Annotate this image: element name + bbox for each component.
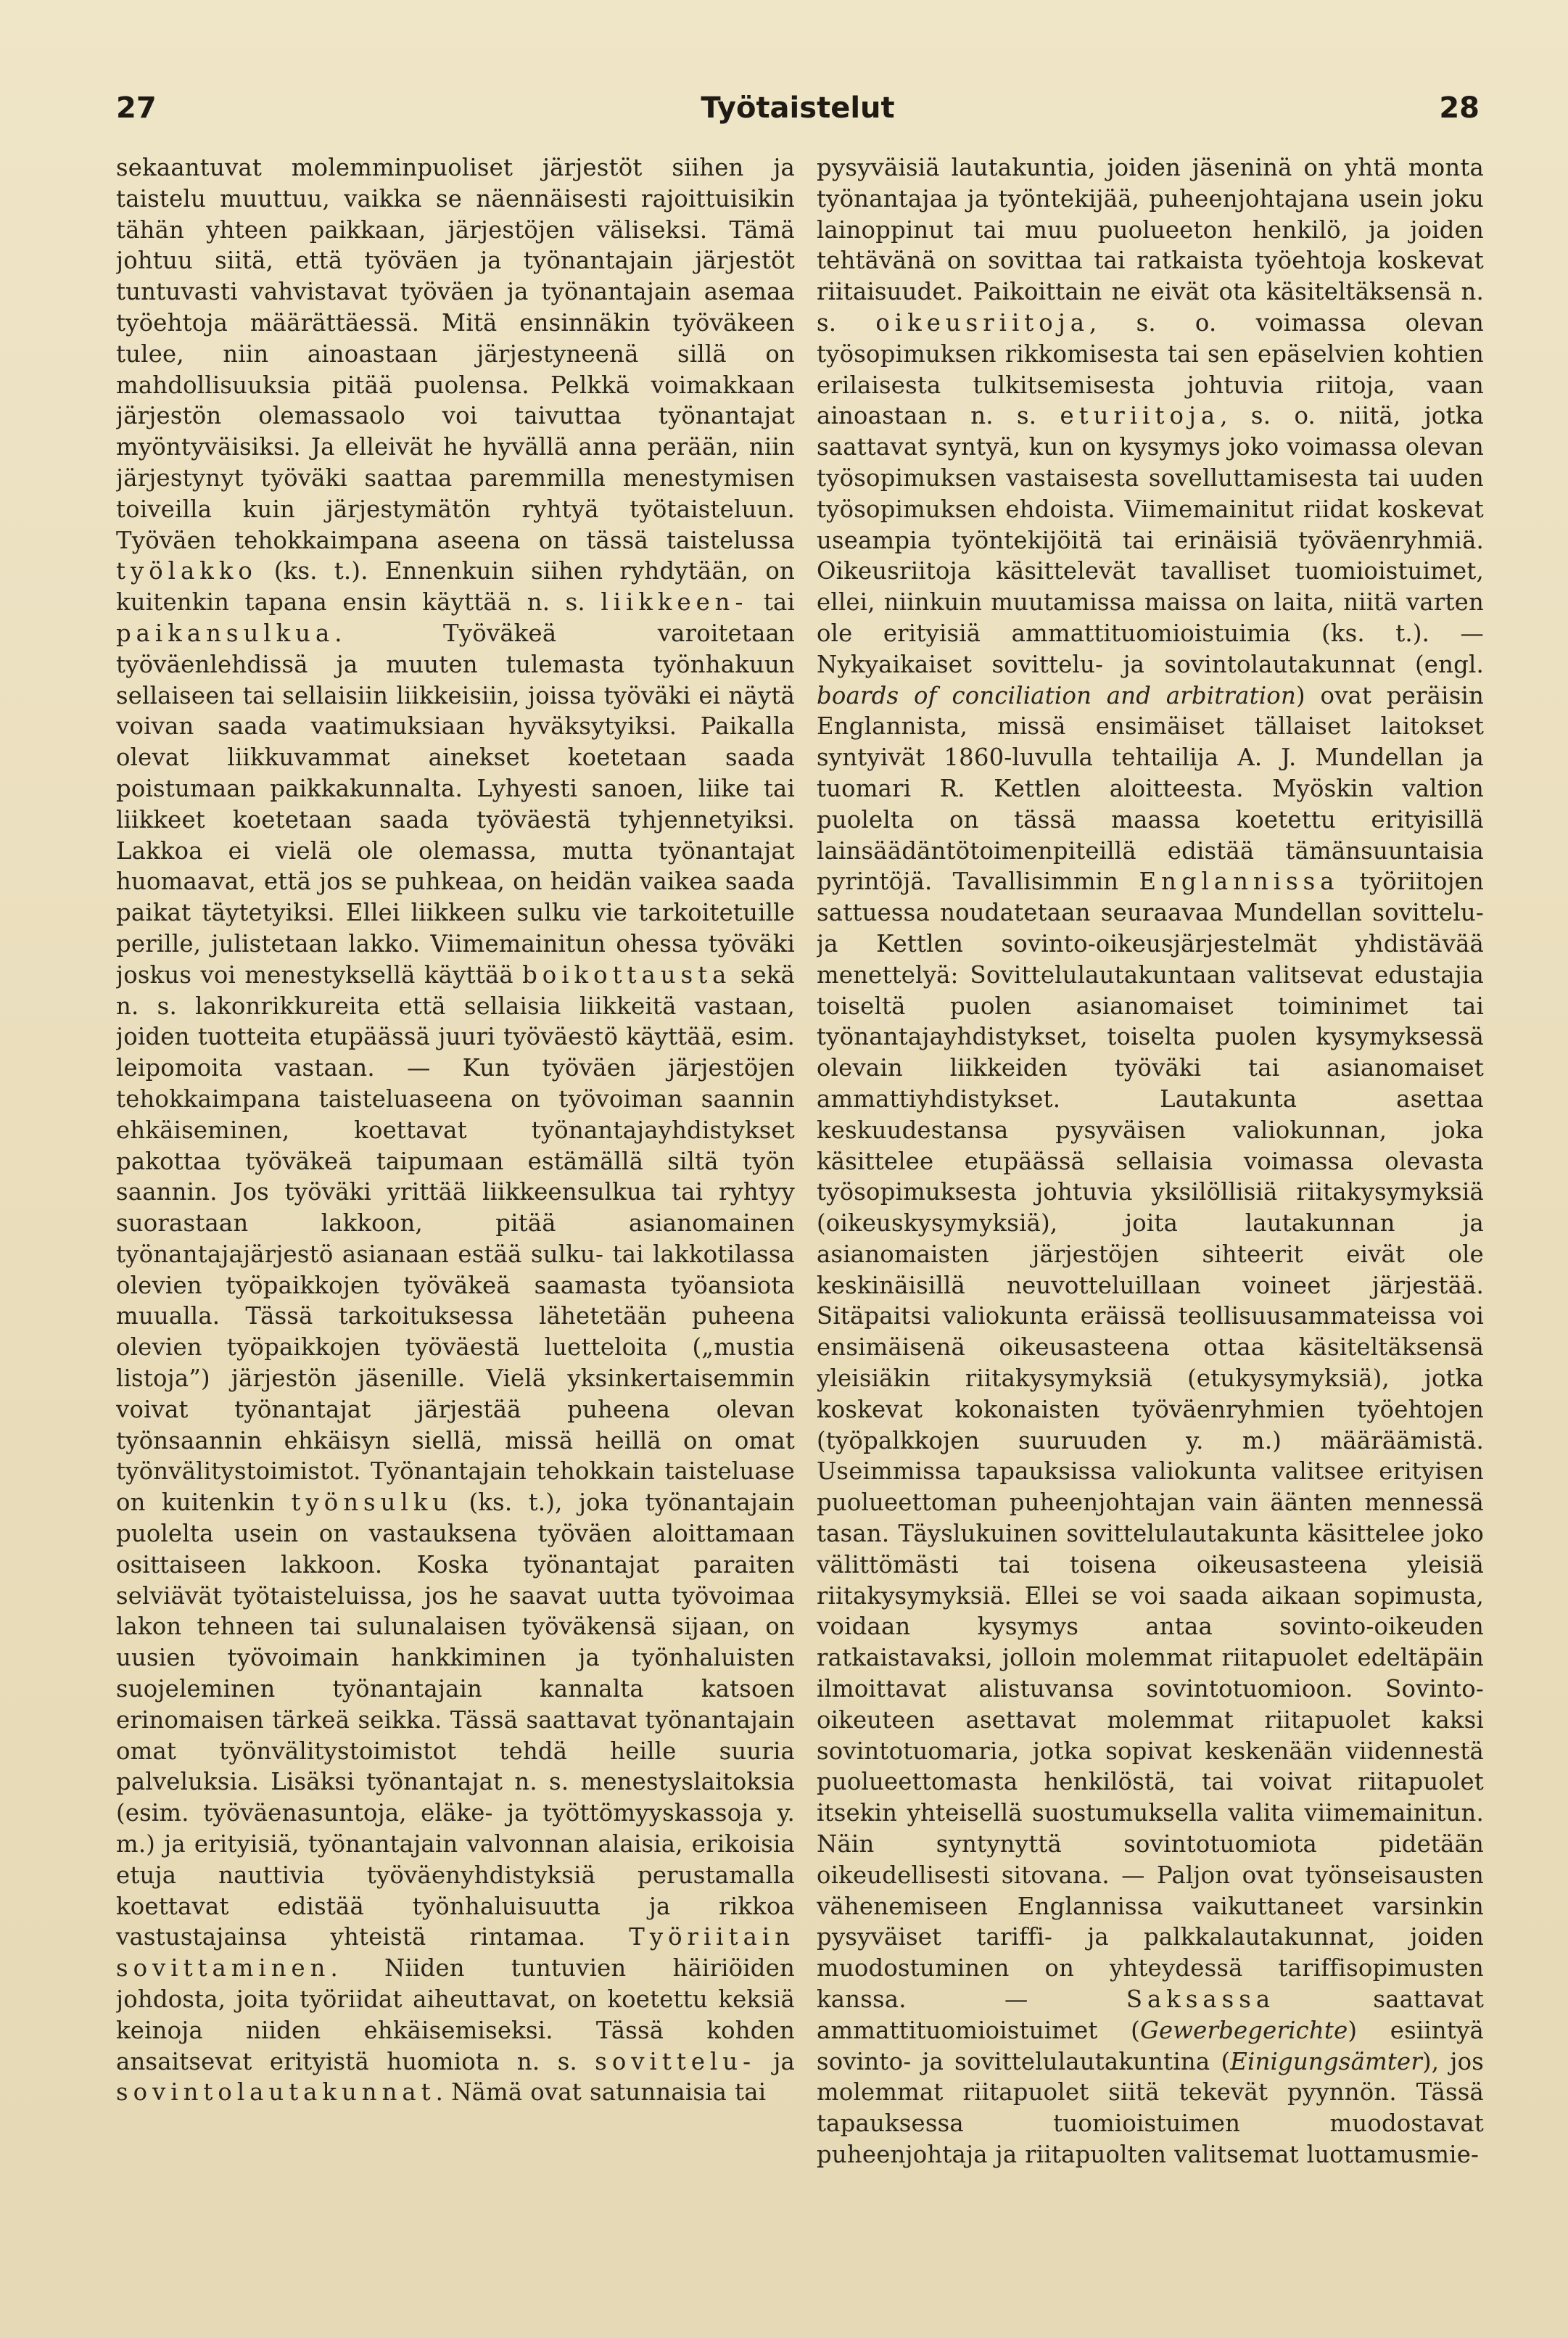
left-column-segment: työlakko xyxy=(116,557,257,585)
left-column-segment: sekä n. s. lakonrikkureita että sellaisia liikkeitä vastaan, joiden tuotteita etupäässä juuri työväestö käyttää, esim. leipomoita vastaan. — Kun työväen järjestöjen tehokkaimpana taisteluaseena on työvoiman saannin ehkäiseminen, koettavat työnantajayhdistykset pakottaa työväkeä taipumaan estämällä siltä työn saannin. Jos työväki yrittää liikkeensulkua tai ryhtyy suorastaan lakkoon, pitää asianomainen työnantajajärjestö asianaan estää sulku- tai lakkotilassa olevien työpaikkojen työväkeä saamasta työansiota muualla. Tässä tarkoituksessa lähetetään puheena olevien työpaikkojen työväestä luetteloita („mustia listoja”) järjestön jäsenille. Vielä yksinkertaisemmin voivat työnantajat järjestää puheena olevan työnsaannin ehkäisyn siellä, missä heillä on omat työnvälitystoimistot. Työnantajain tehokkain taisteluase on kuitenkin xyxy=(116,960,795,1517)
left-column-segment: sovittelu- xyxy=(595,2047,756,2075)
right-column-segment: oikeusriitoja xyxy=(875,308,1089,337)
left-column-text xyxy=(116,152,795,2108)
page-number-right: 28 xyxy=(1439,91,1480,125)
right-column-segment: Gewerbegerichte xyxy=(1139,2016,1348,2044)
right-column-segment: Englannissa xyxy=(1139,868,1340,896)
right-column-segment: , s. o. niitä, jotka saattavat syntyä, kun on kysymys joko voimassa olevan työsopimuksen vastaisesta sovelluttamisesta tai uuden työsopimuksen ehdoista. Viimemainitut riidat koskevat useampia työntekijöitä tai erinäisiä työväenryhmiä. Oikeusriitoja käsittelevät tavalliset tuomioistuimet, ellei, niinkuin muutamissa maissa on laita, niitä varten ole erityisiä ammattituomioistuimia (ks. t.). — Nykyaikaiset sovittelu- ja sovintolautakunnat (engl. xyxy=(817,402,1484,678)
page-title: Työtaistelut xyxy=(701,91,895,125)
left-column-segment: . Niiden tuntuvien häiriöiden johdosta, joita työriidat aiheuttavat, on koetettu keksiä keinoja niiden ehkäisemiseksi. Tässä kohden ansaitsevat erityistä huomiota n. s. xyxy=(116,1954,795,2075)
right-column-segment: ) esiintyä sovinto- ja sovittelulautakuntina ( xyxy=(817,2016,1484,2075)
right-column-segment: boards of conciliation and arbitration xyxy=(817,681,1296,709)
right-column xyxy=(817,152,1484,2300)
left-column xyxy=(116,152,795,2300)
right-column-segment: saattavat ammattituomioistuimet ( xyxy=(817,1985,1484,2044)
right-column-segment: ) ovat peräisin Englannista, missä ensimäiset tällaiset laitokset syntyivät 1860-luvulla tehtailija A. J. Mundellan ja tuomari R. Kettlen aloitteesta. Myöskin valtion puolelta on tässä maassa koetettu erityisillä lainsäädäntötoimenpiteillä edistää tämänsuuntaisia pyrintöjä. Tavallisimmin xyxy=(817,681,1484,896)
right-column-segment: , s. o. voimassa olevan työsopimuksen rikkomisesta tai sen epäselvien kohtien erilaisesta tulkitsemisesta johtuvia riitoja, vaan ainoastaan n. s. xyxy=(817,308,1484,430)
left-column-segment: sekaantuvat molemminpuoliset järjestöt siihen ja taistelu muuttuu, vaikka se näennäisesti rajoittuisikin tähän yhteen paikkaan, järjestöjen väliseksi. Tämä johtuu siitä, että työväen ja työnantajain järjestöt tuntuvasti vahvistavat työväen ja työnantajain asemaa työehtoja määrättäessä. Mitä ensinnäkin työväkeen tulee, niin ainoastaan järjestyneenä sillä on mahdollisuuksia pitää puolensa. Pelkkä voimakkaan järjestön olemassaolo voi taivuttaa työnantajat myöntyväisiksi. Ja elleivät he hyvällä anna perään, niin järjestynyt työväki saattaa paremmilla menestymisen toiveilla kuin järjestymätön ryhtyä työtaisteluun. Työväen tehokkaimpana aseena on tässä taistelussa xyxy=(116,154,795,554)
left-column-segment: paikansulkua xyxy=(116,619,335,647)
running-header xyxy=(116,91,1480,135)
left-column-segment: (ks. t.). Ennenkuin siihen ryhdytään, on kuitenkin tapana ensin käyttää n. s. xyxy=(116,557,795,617)
left-column-segment: . Nämä ovat satunnaisia tai xyxy=(435,2078,767,2107)
left-column-segment: työnsulku xyxy=(291,1489,453,1517)
left-column-segment: (ks. t.), joka työnantajain puolelta usein on vastauksena työväen aloittamaan osittaiseen lakkoon. Koska työnantajat paraiten selviävät työtaisteluissa, jos he saavat uutta työvoimaa lakon tehneen tai sulunalaisen työväkensä sijaan, on uusien työvoimain hankkiminen ja työnhaluisten suojeleminen työnantajain kannalta katsoen erinomaisen tärkeä seikka. Tässä saattavat työnantajain omat työnvälitystoimistot tehdä heille suuria palveluksia. Lisäksi työnantajat n. s. menestyslaitoksia (esim. työväenasuntoja, eläke- ja työttömyyskassoja y. m.) ja erityisiä, työnantajain valvonnan alaisia, erikoisia etuja nauttivia työväenyhdistyksiä perustamalla koettavat edistää työnhaluisuutta ja rikkoa vastustajainsa yhteistä rintamaa. xyxy=(116,1489,795,1951)
right-column-segment: ), jos molemmat riitapuolet siitä tekevät pyynnön. Tässä tapauksessa tuomioistuimen muodostavat puheenjohtaja ja riitapuolten valitsemat luottamusmie- xyxy=(817,2047,1484,2168)
right-column-segment: Saksassa xyxy=(1126,1985,1276,2014)
right-column-segment: työriitojen sattuessa noudatetaan seuraavaa Mundellan sovittelu- ja Kettlen sovinto-oikeusjärjestelmät yhdistävää menettelyä: Sovittelulautakuntaan valitsevat edustajia toiseltä puolen asianomaiset toiminimet tai työnantajayhdistykset, toiselta puolen kysymyksessä olevain liikkeiden työväki tai asianomaiset ammattiyhdistykset. Lautakunta asettaa keskuudestansa pysyväisen valiokunnan, joka käsittelee etupäässä sellaisia voimassa olevasta työsopimuksesta johtuvia yksilöllisiä riitakysymyksiä (oikeuskysymyksiä), joita lautakunnan ja asianomaisten järjestöjen sihteerit eivät ole keskinäisillä neuvotteluillaan voineet järjestää. Sitäpaitsi valiokunta eräissä teollisuusammateissa voi ensimäisenä oikeusasteena ottaa käsiteltäksensä yleisiäkin riitakysymyksiä (etukysymyksiä), jotka koskevat kokonaisten työväenryhmien työehtojen (työpalkkojen suuruuden y. m.) määräämistä. Useimmissa tapauksissa valiokunta valitsee erityisen puolueettoman puheenjohtajan vain äänten mennessä tasan. Täyslukuinen sovittelulautakunta käsittelee joko välittömästi tai toisena oikeusasteena yleisiä riitakysymyksiä. Ellei se voi saada aikaan sopimusta, voidaan kysymys antaa sovinto-oikeuden ratkaistavaksi, jolloin molemmat riitapuolet edeltäpäin ilmoittavat alistuvansa sovintotuomioon. Sovinto-oikeuteen asettavat molemmat riitapuolet kaksi sovintotuomaria, jotka sopivat keskenään viidennestä puolueettomasta henkilöstä, tai voivat riitapuolet itsekin yhteisellä suostumuksella valita viimemainitun. Näin syntynyttä sovintotuomiota pidetään oikeudellisesti sitovana. — Paljon ovat työnseisausten vähenemiseen Englannissa vaikuttaneet varsinkin pysyväiset tariffi- ja palkkalautakunnat, joiden muodostuminen on yhteydessä tariffisopimusten kanssa. — xyxy=(817,868,1484,2014)
left-column-segment: sovintolautakunnat xyxy=(116,2078,436,2107)
right-column-segment: eturiitoja xyxy=(1060,402,1221,430)
left-column-segment: tai xyxy=(748,588,795,617)
left-column-segment: liikkeen- xyxy=(601,588,748,617)
right-column-text xyxy=(817,152,1484,2170)
left-column-segment: Työriitain sovittaminen xyxy=(116,1923,795,1983)
left-column-segment: . Työväkeä varoitetaan työväenlehdissä ja muuten tulemasta työnhakuun sellaiseen tai sellaisiin liikkeisiin, joissa työväki ei näytä voivan saada vaatimuksiaan hyväksytyiksi. Paikalla olevat liikkuvammat ainekset koetetaan saada poistumaan paikkakunnalta. Lyhyesti sanoen, liike tai liikkeet koetetaan saada työväestä tyhjennetyiksi. Lakkoa ei vielä ole olemassa, mutta työnantajat huomaavat, että jos se puhkeaa, on heidän vaikea saada paikat täytetyiksi. Ellei liikkeen sulku vie tarkoitetuille perille, julistetaan lakko. Viimemainitun ohessa työväki joskus voi menestyksellä käyttää xyxy=(116,619,795,989)
right-column-segment: pysyväisiä lautakuntia, joiden jäseninä on yhtä monta työnantajaa ja työntekijää, puheenjohtajana usein joku lainoppinut tai muu puolueeton henkilö, ja joiden tehtävänä on sovittaa tai ratkaista työehtoja koskevat riitaisuudet. Paikoittain ne eivät ota käsiteltäksensä n. s. xyxy=(817,154,1484,337)
left-column-segment: boikottausta xyxy=(522,960,732,989)
left-column-segment: ja xyxy=(756,2047,795,2075)
right-column-segment: Einigungsämter xyxy=(1230,2047,1422,2075)
page-number-left: 27 xyxy=(116,91,157,125)
